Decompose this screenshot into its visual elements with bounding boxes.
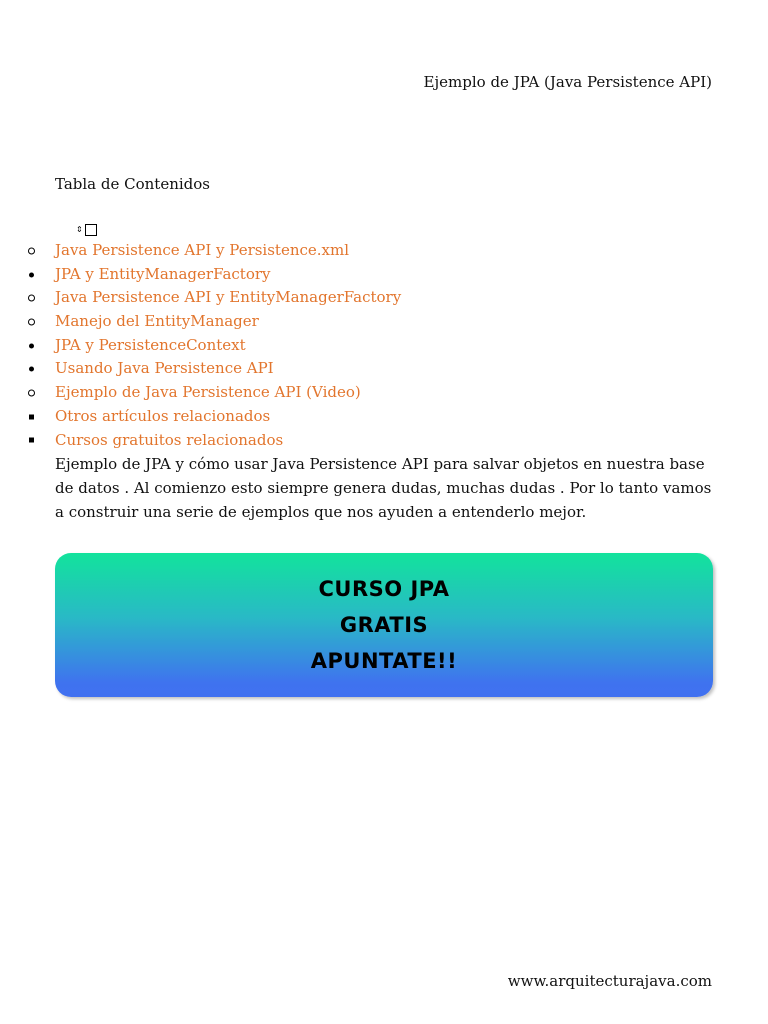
toc-item[interactable] [28, 263, 401, 287]
toc-title: Tabla de Contenidos [55, 175, 211, 193]
toc-item[interactable] [28, 429, 401, 453]
circle-bullet-icon [28, 247, 35, 254]
toc-link[interactable]: Cursos gratuitos relacionados [55, 430, 284, 449]
course-signup-button[interactable] [55, 553, 713, 697]
square-bullet-icon [29, 438, 34, 443]
toc-link[interactable]: Java Persistence API y Persistence.xml [55, 241, 350, 259]
circle-bullet-icon [28, 295, 35, 302]
toc-item[interactable] [28, 239, 401, 263]
square-bullet-icon [29, 414, 34, 419]
toc-link[interactable]: Ejemplo de Java Persistence API (Video) [55, 383, 361, 402]
toc-link[interactable]: Manejo del EntityManager [55, 312, 259, 331]
page-title: Ejemplo de JPA (Java Persistence API) [423, 73, 712, 91]
toc-item[interactable] [28, 310, 401, 334]
footer-url: www.arquitecturajava.com [507, 972, 712, 990]
toc-list [28, 239, 401, 452]
circle-bullet-icon [28, 318, 35, 325]
circle-bullet-icon [28, 389, 35, 396]
toc-item[interactable] [28, 357, 401, 381]
disc-bullet-icon [29, 343, 34, 348]
toc-item[interactable] [28, 334, 401, 358]
toc-link[interactable]: JPA y EntityManagerFactory [55, 264, 271, 283]
toc-link[interactable]: Usando Java Persistence API [55, 359, 274, 378]
disc-bullet-icon [29, 272, 34, 277]
checkbox-icon[interactable] [85, 224, 97, 236]
toc-item[interactable] [28, 405, 401, 429]
toc-item[interactable] [28, 381, 401, 405]
disc-bullet-icon [29, 367, 34, 372]
cta-line-1: CURSO JPA [318, 577, 450, 601]
toc-item[interactable] [28, 286, 401, 310]
sort-arrows-icon: ⇕ [76, 225, 83, 234]
cta-line-3: APUNTATE!! [310, 649, 458, 673]
toc-link[interactable]: Java Persistence API y EntityManagerFactory [55, 288, 402, 307]
cta-line-2: GRATIS [339, 613, 429, 637]
toc-link[interactable]: Otros artículos relacionados [55, 406, 271, 425]
toc-link[interactable]: JPA y PersistenceContext [55, 335, 246, 354]
toc-toggle[interactable] [76, 224, 97, 236]
intro-paragraph: Ejemplo de JPA y cómo usar Java Persistence API para salvar objetos en nuestra base de datos . Al comienzo esto siempre genera dudas, muchas dudas . Por lo tanto vamos a construir una serie de ejemplos que nos ayuden a entenderlo mejor. [55, 455, 712, 521]
